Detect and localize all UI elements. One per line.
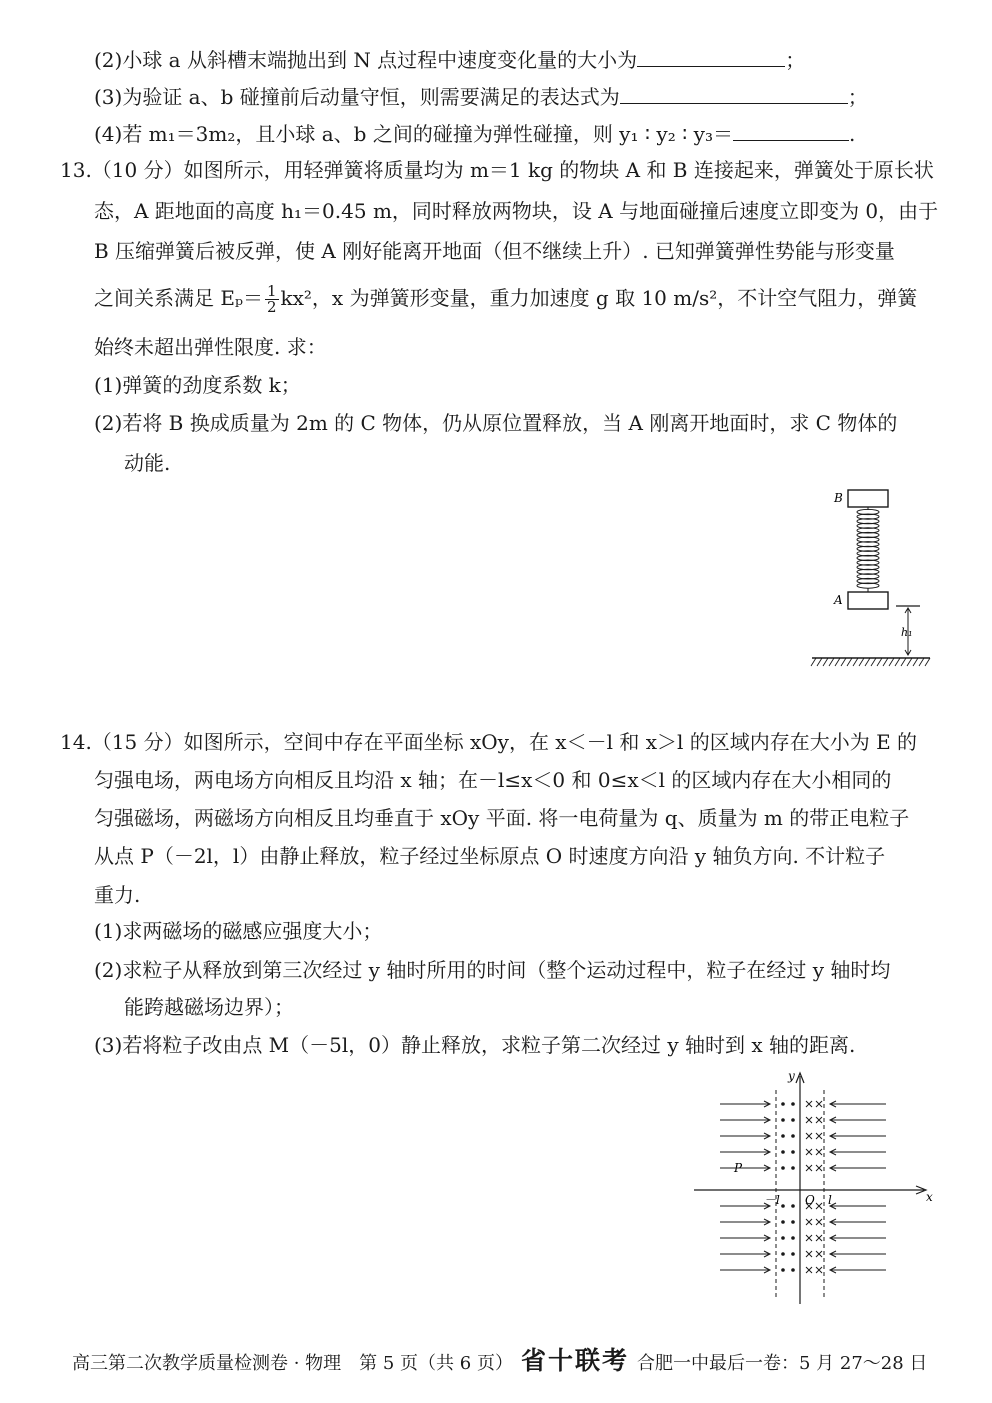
q13-sub-2a: (2)若将 B 换成质量为 2m 的 C 物体，仍从原位置释放，当 A 刚离开地面时，求 C 物体的 — [94, 411, 898, 435]
q13-line-4b: kx²，x 为弹簧形变量，重力加速度 g 取 10 m/s²，不计空气阻力，弹簧 — [280, 286, 918, 310]
q13-line-1: 13.（10 分）如图所示，用轻弹簧将质量均为 m＝1 kg 的物块 A 和 B 连接起来，弹簧处于原长状 — [60, 158, 934, 182]
q12-part2-text: (2)小球 a 从斜槽末端抛出到 N 点过程中速度变化量的大小为 — [94, 48, 638, 72]
electric-field-arrows — [720, 1101, 886, 1273]
block-b — [848, 490, 888, 507]
q13-sub-1: (1)弹簧的劲度系数 k； — [94, 373, 301, 397]
q14-sub-2b: 能跨越磁场边界）； — [124, 995, 294, 1019]
q14-line-2: 匀强电场，两电场方向相反且均沿 x 轴；在－l≤x＜0 和 0≤x＜l 的区域内存在大小相同的 — [94, 768, 892, 792]
q14-line-5: 重力. — [94, 883, 141, 907]
q12-part3-text: (3)为验证 a、b 碰撞前后动量守恒，则需要满足的表达式为 — [94, 85, 620, 109]
origin-label: O — [805, 1193, 815, 1207]
footer-left: 高三第二次教学质量检测卷 · 物理 第 5 页（共 6 页） — [72, 1353, 513, 1374]
q13-line-3: B 压缩弹簧后被反弹，使 A 刚好能离开地面（但不继续上升）. 已知弹簧弹性势能与形变量 — [94, 239, 895, 263]
magnetic-field-symbols — [782, 1101, 822, 1273]
block-a — [848, 592, 888, 609]
q14-line-4: 从点 P（－2l，l）由静止释放，粒子经过坐标原点 O 时速度方向沿 y 轴负方向. 不计粒子 — [94, 844, 886, 868]
field-figure — [692, 1068, 942, 1308]
ground-hatching — [811, 658, 930, 666]
block-b-label: B — [834, 491, 843, 505]
footer-brand-logo: 省十联考 — [520, 1346, 629, 1375]
q13-sub-2b: 动能. — [124, 451, 171, 475]
fraction-half — [265, 284, 279, 315]
q14-line-3: 匀强磁场，两磁场方向相反且均垂直于 xOy 平面. 将一电荷量为 q、质量为 m 的带正电粒子 — [94, 806, 910, 830]
fraction-numerator: 1 — [266, 282, 277, 300]
q13-line-4 — [94, 284, 917, 315]
q13-line-2: 态，A 距地面的高度 h₁＝0.45 m，同时释放两物块，设 A 与地面碰撞后速度立即变为 0，由于 — [94, 199, 939, 223]
q12-part4-end: . — [848, 122, 856, 146]
q12-part3-end: ； — [847, 85, 868, 109]
answer-blank[interactable] — [637, 46, 785, 67]
q14-line-1: 14.（15 分）如图所示，空间中存在平面坐标 xOy，在 x＜－l 和 x＞l 的区域内存在大小为 E 的 — [60, 730, 918, 754]
q14-sub-3: (3)若将粒子改由点 M（－5l，0）静止释放，求粒子第二次经过 y 轴时到 x 轴的距离. — [94, 1033, 856, 1057]
q12-part3 — [94, 83, 868, 110]
spring-figure — [808, 486, 938, 666]
block-a-label: A — [834, 593, 843, 607]
q12-part2-end: ； — [785, 48, 806, 72]
x-axis-label: x — [926, 1190, 933, 1204]
spring-coil — [857, 507, 879, 592]
y-axis-label: y — [788, 1069, 795, 1083]
q13-line-5: 始终未超出弹性限度. 求： — [94, 335, 327, 359]
q13-line-4a: 之间关系满足 Eₚ＝ — [94, 286, 263, 310]
neg-l-label: －l — [764, 1193, 780, 1207]
q12-part4-text: (4)若 m₁＝3m₂，且小球 a、b 之间的碰撞为弹性碰撞，则 y₁ ∶ y₂ ∶ y₃＝ — [94, 122, 733, 146]
fraction-denominator: 2 — [266, 298, 277, 316]
page-footer — [72, 1348, 927, 1377]
height-label: h₁ — [901, 626, 913, 639]
answer-blank[interactable] — [620, 83, 848, 104]
answer-blank[interactable] — [733, 120, 849, 141]
q12-part4 — [94, 120, 855, 147]
q14-sub-1: (1)求两磁场的磁感应强度大小； — [94, 919, 383, 943]
q12-part2 — [94, 46, 805, 73]
q14-sub-2a: (2)求粒子从释放到第三次经过 y 轴时所用的时间（整个运动过程中，粒子在经过 y 轴时均 — [94, 958, 891, 982]
footer-right: 合肥一中最后一卷：5 月 27～28 日 — [636, 1353, 928, 1374]
pos-l-label: l — [828, 1193, 832, 1207]
point-p-label: P — [734, 1161, 743, 1175]
